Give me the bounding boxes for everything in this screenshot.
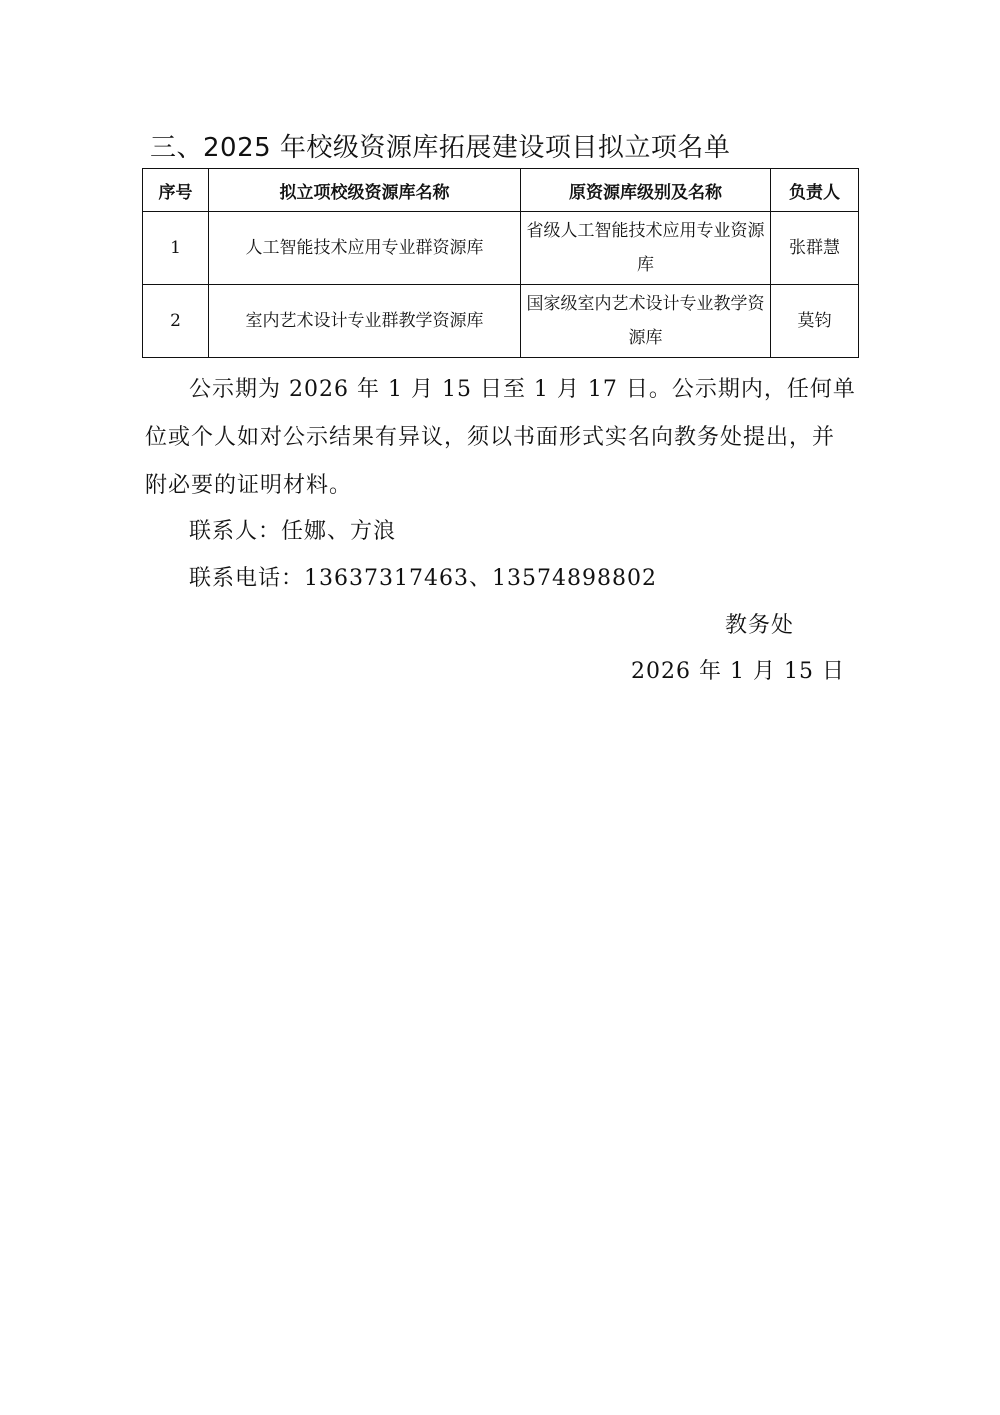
contact-person: 联系人：任娜、方浪 bbox=[189, 519, 397, 544]
row-proposed-name: 室内艺术设计专业群教学资源库 bbox=[209, 285, 521, 358]
row-no: 1 bbox=[143, 212, 209, 285]
row-no: 2 bbox=[143, 285, 209, 358]
section-title: 三、2025 年校级资源库拓展建设项目拟立项名单 bbox=[150, 133, 731, 163]
header-original-name: 原资源库级别及名称 bbox=[521, 169, 771, 212]
header-leader: 负责人 bbox=[771, 169, 859, 212]
row-original-name: 国家级室内艺术设计专业教学资源库 bbox=[521, 285, 771, 358]
header-no: 序号 bbox=[143, 169, 209, 212]
table-header-row bbox=[143, 169, 859, 212]
row-original-name: 省级人工智能技术应用专业资源库 bbox=[521, 212, 771, 285]
row-leader: 莫钧 bbox=[771, 285, 859, 358]
signature-date: 2026 年 1 月 15 日 bbox=[631, 659, 845, 684]
contact-phone: 联系电话：13637317463、13574898802 bbox=[189, 566, 657, 591]
table-row bbox=[143, 212, 859, 285]
row-leader: 张群慧 bbox=[771, 212, 859, 285]
project-table bbox=[142, 168, 859, 358]
row-proposed-name: 人工智能技术应用专业群资源库 bbox=[209, 212, 521, 285]
table-row bbox=[143, 285, 859, 358]
notice-paragraph: 公示期为 2026 年 1 月 15 日至 1 月 17 日。公示期内，任何单位或个人如对公示结果有异议，须以书面形式实名向教务处提出，并附必要的证明材料。 bbox=[145, 377, 856, 498]
header-proposed-name: 拟立项校级资源库名称 bbox=[209, 169, 521, 212]
signature-office: 教务处 bbox=[724, 613, 794, 638]
